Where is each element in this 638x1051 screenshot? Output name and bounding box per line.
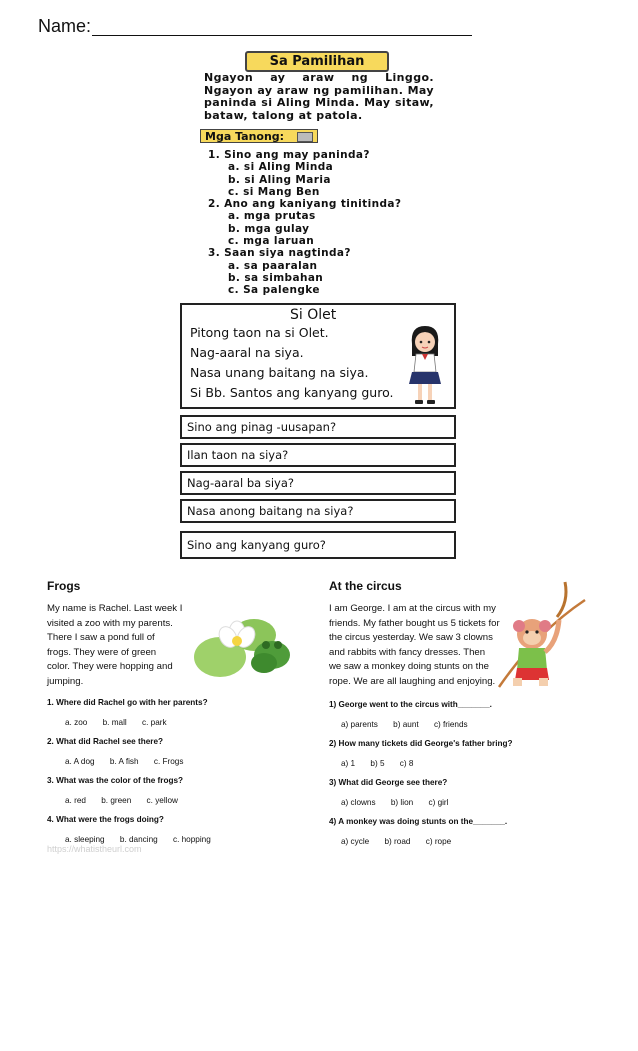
answer-options — [341, 759, 619, 768]
answer-option[interactable]: c. park — [142, 718, 167, 727]
answer-option[interactable]: c) rope — [425, 837, 452, 846]
olet-question-box[interactable]: Ilan taon na siya? — [180, 443, 456, 467]
question: 3. What was the color of the frogs? — [47, 776, 184, 785]
circus-line: rope. We are all laughing and enjoying. — [329, 675, 496, 687]
answer-option[interactable]: b) lion — [390, 798, 414, 807]
answer-option[interactable]: b. sa simbahan — [228, 271, 324, 284]
answer-options — [65, 718, 297, 727]
olet-title: Si Olet — [290, 307, 337, 323]
answer-option[interactable]: c. Sa palengke — [228, 284, 320, 297]
question: 4) A monkey was doing stunts on the_______. — [329, 817, 508, 826]
question: 1. Where did Rachel go with her parents? — [47, 698, 208, 707]
story-paragraph: Ngayon ay araw ng Linggo. Ngayon ay araw ng pamilihan. May paninda si Aling Minda. May sitaw, bataw, talong at patola. — [204, 71, 434, 122]
answer-option[interactable]: b. si Aling Maria — [228, 173, 331, 186]
olet-question-box[interactable]: Nasa anong baitang na siya? — [180, 499, 456, 523]
circus-line: the circus yesterday. We saw 3 clowns — [329, 632, 493, 644]
frogs-line: My name is Rachel. Last week I — [47, 603, 183, 614]
answer-option[interactable]: a) clowns — [341, 798, 376, 807]
circus-line: we saw a monkey doing stunts on the — [329, 661, 489, 673]
answer-option[interactable]: b) road — [384, 837, 411, 846]
monkey-illustration — [497, 572, 589, 697]
olet-line: Nasa unang baitang na siya. — [190, 365, 369, 380]
answer-option[interactable]: c. yellow — [146, 796, 178, 805]
frogs-line: frogs. They were of green — [47, 646, 157, 658]
worksheet-title: Sa Pamilihan — [245, 51, 389, 72]
frogs-line: visited a zoo with my parents. — [47, 617, 173, 629]
olet-line: Pitong taon na si Olet. — [190, 325, 329, 340]
answer-option[interactable]: c. hopping — [172, 835, 211, 844]
answer-option[interactable]: a. A dog — [65, 757, 95, 766]
olet-line: Nag-aaral na siya. — [190, 345, 304, 360]
question-list — [208, 149, 401, 297]
frogs-line: jumping. — [47, 675, 84, 687]
question: 3) What did George see there? — [329, 778, 448, 787]
olet-question-box[interactable]: Nag-aaral ba siya? — [180, 471, 456, 495]
question: 2) How many tickets did George's father bring? — [329, 739, 513, 748]
circus-paragraph — [329, 602, 500, 690]
answer-option[interactable]: a. mga prutas — [228, 210, 316, 223]
question: 2. Ano ang kaniyang tinitinda? — [208, 198, 402, 211]
answer-option[interactable]: b) aunt — [393, 720, 419, 729]
question: 4. What were the frogs doing? — [47, 815, 164, 824]
olet-question-box[interactable]: Sino ang pinag -uusapan? — [180, 415, 456, 439]
answer-option[interactable]: c) friends — [433, 720, 468, 729]
circus-line: I am George. I am at the circus with my — [329, 603, 496, 614]
answer-option[interactable]: a. si Aling Minda — [228, 161, 334, 174]
answer-option[interactable]: b. A fish — [109, 757, 139, 766]
answer-option[interactable]: b. mga gulay — [228, 222, 310, 235]
answer-options — [341, 798, 619, 807]
circus-title: At the circus — [329, 579, 402, 593]
frog-lily-illustration — [192, 605, 302, 685]
answer-options — [65, 796, 297, 805]
answer-option[interactable]: c. Frogs — [153, 757, 184, 766]
frogs-line: There I saw a pond full of — [47, 632, 155, 644]
answer-option[interactable]: a. sleeping — [65, 835, 105, 844]
question: 1) George went to the circus with_______. — [329, 700, 492, 709]
question: 1. Sino ang may paninda? — [208, 149, 370, 161]
answer-option[interactable]: c) girl — [428, 798, 449, 807]
name-line[interactable] — [92, 35, 472, 36]
answer-option[interactable]: a) parents — [341, 720, 378, 729]
answer-option[interactable]: a. zoo — [65, 718, 88, 727]
circus-line: and rabbits with fancy dresses. Then — [329, 646, 486, 658]
answer-option[interactable]: a) cycle — [341, 837, 370, 846]
answer-options — [341, 837, 619, 846]
frogs-line: color. They were hopping and — [47, 661, 173, 673]
girl-illustration — [400, 322, 450, 408]
answer-option[interactable]: b. mall — [102, 718, 127, 727]
circus-line: friends. My father bought us 5 tickets for — [329, 617, 500, 629]
answer-option[interactable]: a. red — [65, 796, 86, 805]
tag-icon — [297, 132, 313, 142]
name-label: Name: — [38, 16, 92, 36]
olet-line: Si Bb. Santos ang kanyang guro. — [190, 385, 394, 400]
olet-question-box[interactable]: Sino ang kanyang guro? — [180, 531, 456, 559]
answer-options — [65, 835, 297, 844]
answer-options — [65, 757, 297, 766]
answer-option[interactable]: a. sa paaralan — [228, 259, 318, 272]
frogs-paragraph — [47, 602, 182, 690]
questions-label: Mga Tanong: — [205, 130, 285, 143]
answer-option[interactable]: c. mga laruan — [228, 235, 315, 248]
question: 3. Saan siya nagtinda? — [208, 247, 351, 260]
questions-tag — [200, 129, 318, 143]
answer-option[interactable]: c. si Mang Ben — [228, 185, 320, 198]
question: 2. What did Rachel see there? — [47, 737, 164, 746]
answer-options — [341, 720, 619, 729]
answer-option[interactable]: b) 5 — [370, 759, 385, 768]
answer-option[interactable]: c) 8 — [399, 759, 414, 768]
frogs-title: Frogs — [47, 579, 81, 593]
answer-option[interactable]: a) 1 — [341, 759, 356, 768]
answer-option[interactable]: b. green — [101, 796, 132, 805]
frogs-questions — [47, 698, 297, 854]
circus-questions — [329, 700, 619, 846]
watermark-url: https://whatistheurl.com — [47, 844, 142, 854]
answer-option[interactable]: b. dancing — [119, 835, 158, 844]
